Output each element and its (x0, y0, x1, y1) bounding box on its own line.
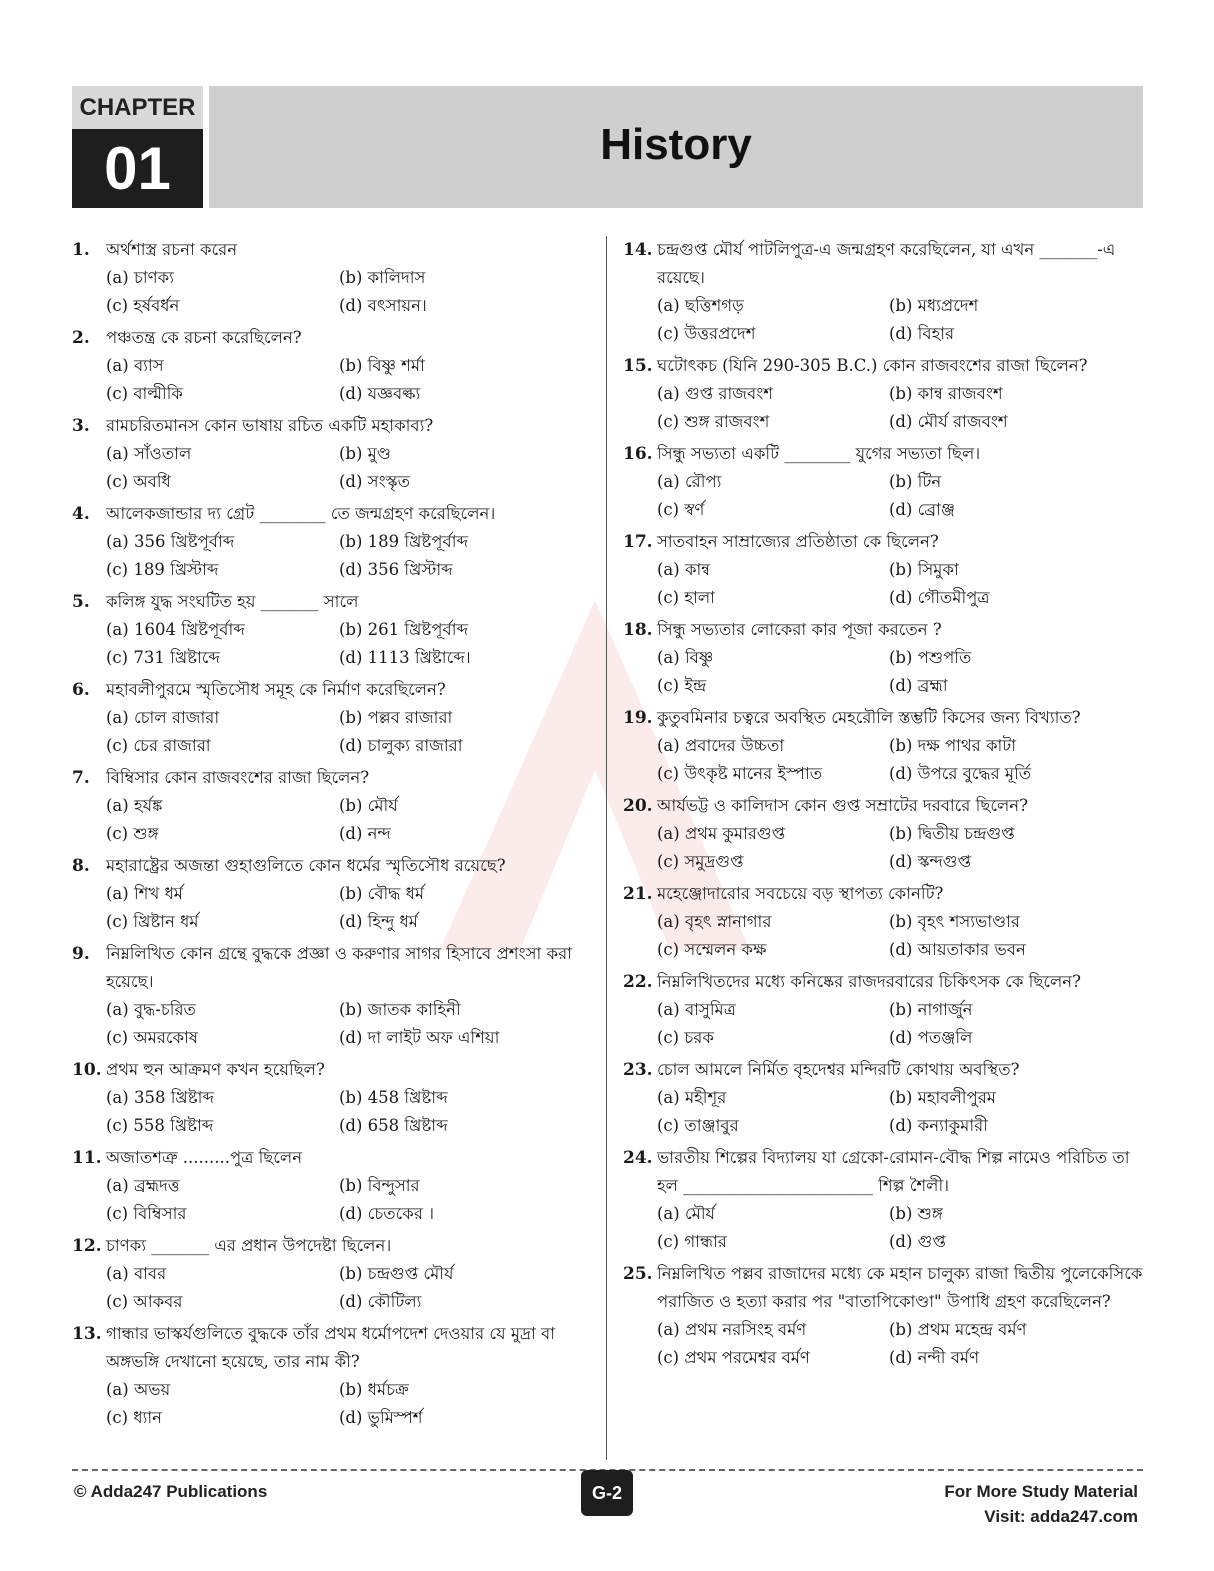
answer-options (106, 616, 600, 672)
answer-option: (b) কালিদাস (339, 268, 426, 287)
answer-options (657, 732, 1143, 788)
answer-option: (b) নাগার্জুন (889, 1000, 973, 1019)
page-title: History (600, 120, 752, 169)
answer-option: (c) ইন্দ্র (657, 676, 707, 695)
question-text: বিম্বিসার কোন রাজবংশের রাজা ছিলেন? (106, 768, 370, 787)
answer-option: (c) উৎকৃষ্ট মানের ইস্পাত (657, 764, 823, 783)
chapter-box (72, 86, 203, 208)
answer-option: (b) 189 খ্রিষ্টপূর্বাব্দ (339, 532, 469, 551)
answer-option: (a) হর্যঙ্ক (106, 796, 163, 815)
copyright-text: © Adda247 Publications (74, 1482, 268, 1501)
question-item (623, 1260, 1143, 1372)
answer-option: (b) বিন্দুসার (339, 1176, 420, 1195)
answer-options (106, 264, 600, 320)
question-number: 14. (623, 240, 653, 260)
answer-option: (c) সম্মেলন কক্ষ (657, 940, 767, 959)
answer-options (657, 820, 1143, 876)
question-item (623, 880, 1143, 964)
answer-option: (d) গৌতমীপুত্র (889, 588, 990, 607)
answer-option: (a) ব্যাস (106, 356, 164, 375)
question-text: মহারাষ্ট্রের অজন্তা গুহাগুলিতে কোন ধর্মের স্মৃতিসৌধ রয়েছে? (106, 856, 506, 875)
question-text: কুতুবমিনার চত্বরে অবস্থিত মেহরৌলি স্তম্ভটি কিসের জন্য বিখ্যাত? (657, 708, 1081, 727)
question-text: নিম্নলিখিত পল্লব রাজাদের মধ্যে কে মহান চালুক্য রাজা দ্বিতীয় পুলেকেসিকে পরাজিত ও হত্যা করার পর "বাতাপিকোণ্ডা" উপাধি গ্রহণ করেছিলেন? (657, 1264, 1143, 1311)
answer-option: (b) টিন (889, 472, 942, 491)
answer-option: (a) 358 খ্রিষ্টাব্দ (106, 1088, 214, 1107)
answer-option: (c) উত্তরপ্রদেশ (657, 324, 756, 343)
answer-option: (b) চন্দ্রগুপ্ত মৌর্য (339, 1264, 454, 1283)
question-text: সাতবাহন সাম্রাজ্যের প্রতিষ্ঠাতা কে ছিলেন? (657, 532, 939, 551)
answer-option: (d) কৌটিল্য (339, 1292, 422, 1311)
answer-option: (a) গুপ্ত রাজবংশ (657, 384, 774, 403)
question-item (623, 1056, 1143, 1140)
answer-option: (d) মৌর্য রাজবংশ (889, 412, 1008, 431)
question-number: 13. (72, 1324, 102, 1344)
answer-option: (b) দক্ষ পাথর কাটা (889, 736, 1017, 755)
answer-option: (c) তাঞ্জাবুর (657, 1116, 739, 1135)
answer-options (657, 1200, 1143, 1256)
answer-options (657, 1316, 1143, 1372)
column-divider (606, 236, 607, 1460)
answer-option: (d) যজ্ঞবল্ক্য (339, 384, 421, 403)
question-number: 2. (72, 328, 90, 348)
answer-option: (c) প্রথম পরমেশ্বর বর্মণ (657, 1348, 810, 1367)
answer-option: (c) বিম্বিসার (106, 1204, 187, 1223)
question-item (623, 352, 1143, 436)
question-text: নিম্নলিখিত কোন গ্রন্থে বুদ্ধকে প্রজ্ঞা ও করুণার সাগর হিসাবে প্রশংসা করা হয়েছে। (106, 944, 572, 991)
answer-options (657, 1084, 1143, 1140)
question-item (72, 588, 600, 672)
answer-option: (b) সিমুকা (889, 560, 959, 579)
question-item (72, 940, 600, 1052)
question-item (72, 1056, 600, 1140)
question-item (72, 236, 600, 320)
answer-option: (d) উপরে বুদ্ধের মূর্তি (889, 764, 1032, 783)
answer-option: (a) বাবর (106, 1264, 167, 1283)
answer-option: (c) হালা (657, 588, 715, 607)
answer-option: (a) সাঁওতাল (106, 444, 192, 463)
answer-option: (b) মধ্যপ্রদেশ (889, 296, 979, 315)
question-number: 7. (72, 768, 90, 788)
question-number: 20. (623, 796, 653, 816)
answer-option: (c) হর্ষবর্ধন (106, 296, 180, 315)
answer-options (106, 880, 600, 936)
question-text: নিম্নলিখিতদের মধ্যে কনিষ্কের রাজদরবারের চিকিৎসক কে ছিলেন? (657, 972, 1082, 991)
question-number: 18. (623, 620, 653, 640)
question-number: 25. (623, 1264, 653, 1284)
answer-options (106, 1260, 600, 1316)
question-number: 5. (72, 592, 90, 612)
answer-option: (b) বৌদ্ধ ধর্ম (339, 884, 425, 903)
question-item (72, 1320, 600, 1432)
answer-option: (a) বৃহৎ স্নানাগার (657, 912, 772, 931)
answer-option: (a) প্রথম নরসিংহ বর্মণ (657, 1320, 807, 1339)
question-text: ঘটোৎকচ (যিনি 290-305 B.C.) কোন রাজবংশের রাজা ছিলেন? (657, 356, 1088, 375)
answer-option: (d) 356 খ্রিস্টাব্দ (339, 560, 453, 579)
question-number: 17. (623, 532, 653, 552)
question-number: 12. (72, 1236, 102, 1256)
question-item (72, 676, 600, 760)
answer-options (657, 908, 1143, 964)
question-number: 16. (623, 444, 653, 464)
answer-option: (c) চের রাজারা (106, 736, 211, 755)
answer-options (657, 556, 1143, 612)
question-number: 3. (72, 416, 90, 436)
answer-options (106, 1172, 600, 1228)
answer-option: (a) মৌর্য (657, 1204, 716, 1223)
chapter-number: 01 (72, 129, 203, 208)
question-text: প্রথম হুন আক্রমণ কখন হয়েছিল? (106, 1060, 325, 1079)
answer-options (657, 644, 1143, 700)
question-text: পঞ্চতন্ত্র কে রচনা করেছিলেন? (106, 328, 302, 347)
answer-option: (b) শুঙ্গ (889, 1204, 943, 1223)
answer-option: (a) 1604 খ্রিষ্টপূর্বাব্দ (106, 620, 245, 639)
question-number: 6. (72, 680, 90, 700)
answer-option: (d) কন্যাকুমারী (889, 1116, 988, 1135)
answer-option: (c) চরক (657, 1028, 714, 1047)
answer-option: (a) চোল রাজারা (106, 708, 220, 727)
question-item (623, 704, 1143, 788)
answer-option: (b) পশুপতি (889, 648, 972, 667)
answer-option: (a) অভয় (106, 1380, 171, 1399)
answer-options (657, 468, 1143, 524)
right-question-column (623, 236, 1143, 1376)
answer-option: (c) ধ্যান (106, 1408, 163, 1427)
question-text: সিন্ধু সভ্যতা একটি ________ যুগের সভ্যতা ছিল। (657, 444, 981, 463)
question-number: 24. (623, 1148, 653, 1168)
answer-option: (b) ধর্মচক্র (339, 1380, 409, 1399)
answer-option: (c) খ্রিষ্টান ধর্ম (106, 912, 199, 931)
answer-option: (d) আয়তাকার ভবন (889, 940, 1026, 959)
answer-option: (b) বিষ্ণু শর্মা (339, 356, 425, 375)
answer-option: (d) ব্রোঞ্জ (889, 500, 955, 519)
answer-option: (c) আকবর (106, 1292, 183, 1311)
question-text: আলেকজান্ডার দ্য গ্রেট ________ তে জন্মগ্রহণ করেছিলেন। (106, 504, 496, 523)
question-number: 19. (623, 708, 653, 728)
question-item (72, 500, 600, 584)
chapter-label: CHAPTER (72, 86, 203, 129)
question-text: চাণক্য _______ এর প্রধান উপদেষ্টা ছিলেন। (106, 1236, 392, 1255)
answer-option: (b) কান্ব রাজবংশ (889, 384, 1003, 403)
question-text: চন্দ্রগুপ্ত মৌর্য পাটলিপুত্র-এ জন্মগ্রহণ করেছিলেন, যা এখন _______-এ রয়েছে। (657, 240, 1116, 287)
question-text: অর্থশাস্ত্র রচনা করেন (106, 240, 238, 259)
answer-option: (c) অমরকোষ (106, 1028, 198, 1047)
answer-option: (b) দ্বিতীয় চন্দ্রগুপ্ত (889, 824, 1015, 843)
question-number: 4. (72, 504, 90, 524)
website-link[interactable]: Visit: adda247.com (984, 1507, 1138, 1526)
question-item (623, 440, 1143, 524)
question-item (623, 968, 1143, 1052)
answer-option: (a) প্রবাদের উচ্চতা (657, 736, 785, 755)
answer-option: (d) পতঞ্জলি (889, 1028, 973, 1047)
question-number: 15. (623, 356, 653, 376)
answer-option: (b) 458 খ্রিষ্টাব্দ (339, 1088, 448, 1107)
answer-option: (c) 558 খ্রিষ্টাব্দ (106, 1116, 214, 1135)
question-item (72, 324, 600, 408)
answer-option: (d) গুপ্ত (889, 1232, 946, 1251)
question-text: সিন্ধু সভ্যতার লোকেরা কার পূজা করতেন ? (657, 620, 942, 639)
answer-option: (a) প্রথম কুমারগুপ্ত (657, 824, 786, 843)
answer-option: (c) স্বর্ণ (657, 500, 705, 519)
answer-option: (a) বিষ্ণু (657, 648, 714, 667)
answer-option: (c) বাল্মীকি (106, 384, 183, 403)
answer-option: (c) অবধি (106, 472, 171, 491)
question-number: 22. (623, 972, 653, 992)
answer-option: (a) রৌপ্য (657, 472, 722, 491)
answer-options (657, 292, 1143, 348)
answer-options (106, 704, 600, 760)
answer-options (106, 792, 600, 848)
answer-option: (d) দা লাইট অফ এশিয়া (339, 1028, 500, 1047)
answer-options (106, 1084, 600, 1140)
study-material-note (944, 1479, 1138, 1529)
question-item (72, 852, 600, 936)
answer-option: (d) ব্রহ্মা (889, 676, 948, 695)
answer-options (106, 528, 600, 584)
answer-option: (c) 731 খ্রিষ্টাব্দে (106, 648, 220, 667)
question-item (623, 792, 1143, 876)
answer-option: (c) শুঙ্গ রাজবংশ (657, 412, 770, 431)
question-number: 21. (623, 884, 653, 904)
question-item (72, 1144, 600, 1228)
answer-option: (d) চেতকের । (339, 1204, 435, 1223)
answer-option: (c) গান্ধার (657, 1232, 727, 1251)
answer-option: (b) জাতক কাহিনী (339, 1000, 461, 1019)
answer-option: (c) 189 খ্রিস্টাব্দ (106, 560, 219, 579)
answer-option: (a) বাসুমিত্র (657, 1000, 736, 1019)
question-number: 23. (623, 1060, 653, 1080)
answer-option: (b) মৌর্য (339, 796, 398, 815)
answer-options (106, 440, 600, 496)
answer-options (106, 1376, 600, 1432)
answer-option: (d) ভুমিস্পর্শ (339, 1408, 423, 1427)
question-text: মহেঞ্জোদারোর সবচেয়ে বড় স্থাপত্য কোনটি? (657, 884, 944, 903)
page-number-badge: G-2 (581, 1470, 633, 1516)
answer-options (106, 352, 600, 408)
answer-option: (a) বুদ্ধ-চরিত (106, 1000, 196, 1019)
answer-option: (d) হিন্দু ধর্ম (339, 912, 418, 931)
answer-option: (b) প্রথম মহেন্দ্র বর্মণ (889, 1320, 1027, 1339)
answer-option: (b) মুণ্ড (339, 444, 391, 463)
question-item (623, 1144, 1143, 1256)
question-item (72, 412, 600, 496)
answer-options (657, 996, 1143, 1052)
answer-option: (c) সমুদ্রগুপ্ত (657, 852, 744, 871)
question-text: ভারতীয় শিল্পের বিদ্যালয় যা গ্রেকো-রোমান-বৌদ্ধ শিল্প নামেও পরিচিত তা হল _______________________ শিল্প শৈলী। (657, 1148, 1130, 1195)
title-bar (209, 86, 1143, 208)
answer-option: (a) মহীশূর (657, 1088, 727, 1107)
answer-option: (a) 356 খ্রিষ্টপূর্বাব্দ (106, 532, 235, 551)
question-text: মহাবলীপুরমে স্মৃতিসৌধ সমূহ কে নির্মাণ করেছিলেন? (106, 680, 446, 699)
answer-option: (d) 1113 খ্রিষ্টাব্দে। (339, 648, 471, 667)
question-text: গান্ধার ভাস্কর্যগুলিতে বুদ্ধকে তাঁর প্রথম ধর্মোপদেশ দেওয়ার যে মুদ্রা বা অঙ্গভঙ্গি দেখানো হয়েছে, তার নাম কী? (106, 1324, 555, 1371)
question-text: কলিঙ্গ যুদ্ধ সংঘটিত হয় _______ সালে (106, 592, 359, 611)
answer-option: (a) শিখ ধর্ম (106, 884, 183, 903)
answer-option: (d) সংস্কৃত (339, 472, 410, 491)
question-item (72, 1232, 600, 1316)
answer-option: (d) বিহার (889, 324, 955, 343)
answer-option: (a) কান্ব (657, 560, 711, 579)
question-text: চোল আমলে নির্মিত বৃহদেশ্বর মন্দিরটি কোথায় অবস্থিত? (657, 1060, 1020, 1079)
answer-options (657, 380, 1143, 436)
question-number: 8. (72, 856, 90, 876)
answer-option: (d) 658 খ্রিষ্টাব্দ (339, 1116, 448, 1135)
answer-option: (b) পল্লব রাজারা (339, 708, 453, 727)
answer-option: (d) নন্দী বর্মণ (889, 1348, 980, 1367)
answer-option: (d) স্কন্দগুপ্ত (889, 852, 972, 871)
answer-options (106, 996, 600, 1052)
left-question-column (72, 236, 600, 1436)
question-text: অজাতশত্রু .........পুত্র ছিলেন (106, 1148, 303, 1167)
answer-option: (a) ব্রহ্মদত্ত (106, 1176, 180, 1195)
question-item (623, 616, 1143, 700)
question-number: 11. (72, 1148, 102, 1168)
answer-option: (a) ছত্তিশগড় (657, 296, 744, 315)
question-text: রামচরিতমানস কোন ভাষায় রচিত একটি মহাকাব্য? (106, 416, 434, 435)
question-item (72, 764, 600, 848)
question-item (623, 528, 1143, 612)
answer-option: (d) চালুক্য রাজারা (339, 736, 463, 755)
answer-option: (d) নন্দ (339, 824, 391, 843)
question-number: 10. (72, 1060, 102, 1080)
question-text: আর্যভট্ট ও কালিদাস কোন গুপ্ত সম্রাটের দরবারে ছিলেন? (657, 796, 1028, 815)
answer-option: (b) মহাবলীপুরম (889, 1088, 996, 1107)
question-item (623, 236, 1143, 348)
answer-option: (d) বৎসায়ন। (339, 296, 427, 315)
answer-option: (c) শুঙ্গ (106, 824, 159, 843)
answer-option: (b) বৃহৎ শস্যভাণ্ডার (889, 912, 1020, 931)
question-number: 9. (72, 944, 90, 964)
question-number: 1. (72, 240, 90, 260)
answer-option: (b) 261 খ্রিষ্টপূর্বাব্দ (339, 620, 469, 639)
answer-option: (a) চাণক্য (106, 268, 174, 287)
study-material-line: For More Study Material (944, 1482, 1138, 1501)
